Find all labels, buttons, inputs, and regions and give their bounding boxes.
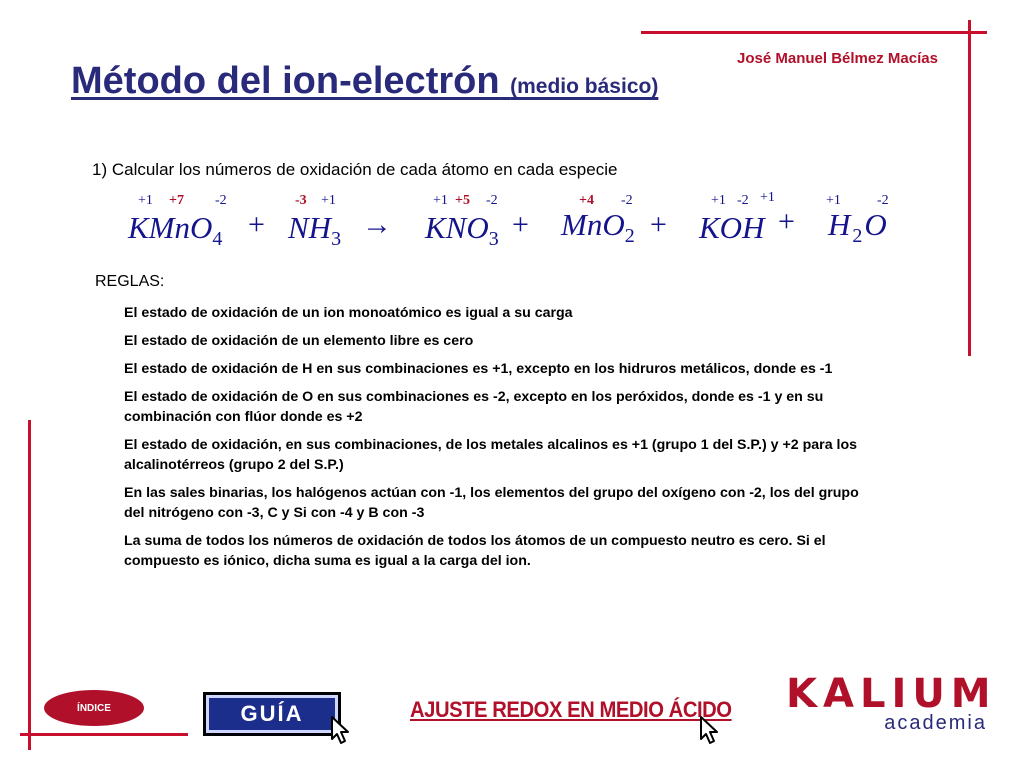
- step-text: 1) Calcular los números de oxidación de cada átomo en cada especie: [92, 160, 618, 179]
- rule-item: El estado de oxidación de H en sus combinaciones es +1, excepto en los hidruros metálicos, donde es -1: [124, 361, 833, 377]
- ox-koh-k: +1: [711, 193, 726, 208]
- bottom-red-line: [20, 733, 188, 736]
- ox-koh-h: +1: [760, 190, 775, 205]
- rule-item: El estado de oxidación de O en sus combinaciones es -2, excepto en los peróxidos, donde es -1 y en su combinación con flúor donde es +2: [124, 389, 824, 425]
- ajuste-medio-acido-link[interactable]: AJUSTE REDOX EN MEDIO ÁCIDO: [410, 697, 732, 722]
- ox-koh-o: -2: [737, 193, 749, 208]
- hand-cursor-icon: [695, 715, 725, 751]
- ox-kmno4-o: -2: [215, 193, 227, 208]
- rule-item: En las sales binarias, los halógenos actúan con -1, los elementos del grupo del oxígeno con -2, los del grupo del nitrógeno con -3, C y Si con -4 y B con -3: [124, 485, 859, 521]
- operator-plus-3: +: [650, 208, 667, 241]
- left-red-line: [28, 420, 31, 750]
- reaction-arrow: →: [362, 208, 392, 241]
- formula-mno2: MnO$_2$: [561, 207, 635, 247]
- kalium-logo: [786, 671, 997, 734]
- ox-nh3-h: +1: [321, 193, 336, 208]
- ox-kmno4-k: +1: [138, 193, 153, 208]
- indice-button[interactable]: ÍNDICE: [44, 690, 144, 726]
- operator-plus-4: +: [778, 205, 795, 238]
- ox-mno2-o: -2: [621, 193, 633, 208]
- formula-nh3: $NH_3$: [288, 210, 342, 250]
- title-main: Método del ion-electrón: [71, 60, 500, 102]
- logo-tagline: academia: [884, 712, 987, 734]
- guia-button[interactable]: GUÍA: [203, 692, 341, 736]
- title-sub: (medio básico): [510, 75, 659, 98]
- logo-name: KALIUM: [786, 671, 997, 717]
- rules-heading: REGLAS:: [95, 273, 165, 290]
- ox-nh3-n: -3: [295, 193, 307, 208]
- rule-item: El estado de oxidación, en sus combinaciones, de los metales alcalinos es +1 (grupo 1 del S.P.) y +2 para los alcalinotérreos (grupo 2 del S.P.): [124, 437, 858, 473]
- hand-cursor-icon: [326, 715, 356, 751]
- ox-kno3-n: +5: [455, 193, 470, 208]
- ox-h2o-h: +1: [826, 193, 841, 208]
- formula-kmno4: KMnO$_4$: [128, 210, 223, 250]
- ox-kno3-k: +1: [433, 193, 448, 208]
- top-red-line: [641, 31, 987, 34]
- ox-h2o-o: -2: [877, 193, 889, 208]
- rules-list: [124, 303, 864, 579]
- page-title: [71, 60, 658, 103]
- ox-kmno4-mn: +7: [169, 193, 184, 208]
- operator-plus-2: +: [512, 208, 529, 241]
- formula-koh: KOH: [699, 210, 765, 245]
- formula-kno3: $KNO_3$: [425, 210, 499, 250]
- rule-item: El estado de oxidación de un ion monoatómico es igual a su carga: [124, 305, 573, 321]
- rule-item: La suma de todos los números de oxidación de todos los átomos de un compuesto neutro es cero. Si el compuesto es iónico, dicha suma es igual a la carga del ion.: [124, 533, 826, 569]
- formula-h2o: H $_2$O: [828, 207, 887, 247]
- right-red-line: [968, 20, 971, 356]
- ox-mno2-mn: +4: [579, 193, 594, 208]
- rule-item: El estado de oxidación de un elemento libre es cero: [124, 333, 474, 349]
- ox-kno3-o: -2: [486, 193, 498, 208]
- author-name: José Manuel Bélmez Macías: [737, 50, 938, 67]
- operator-plus-1: +: [248, 208, 265, 241]
